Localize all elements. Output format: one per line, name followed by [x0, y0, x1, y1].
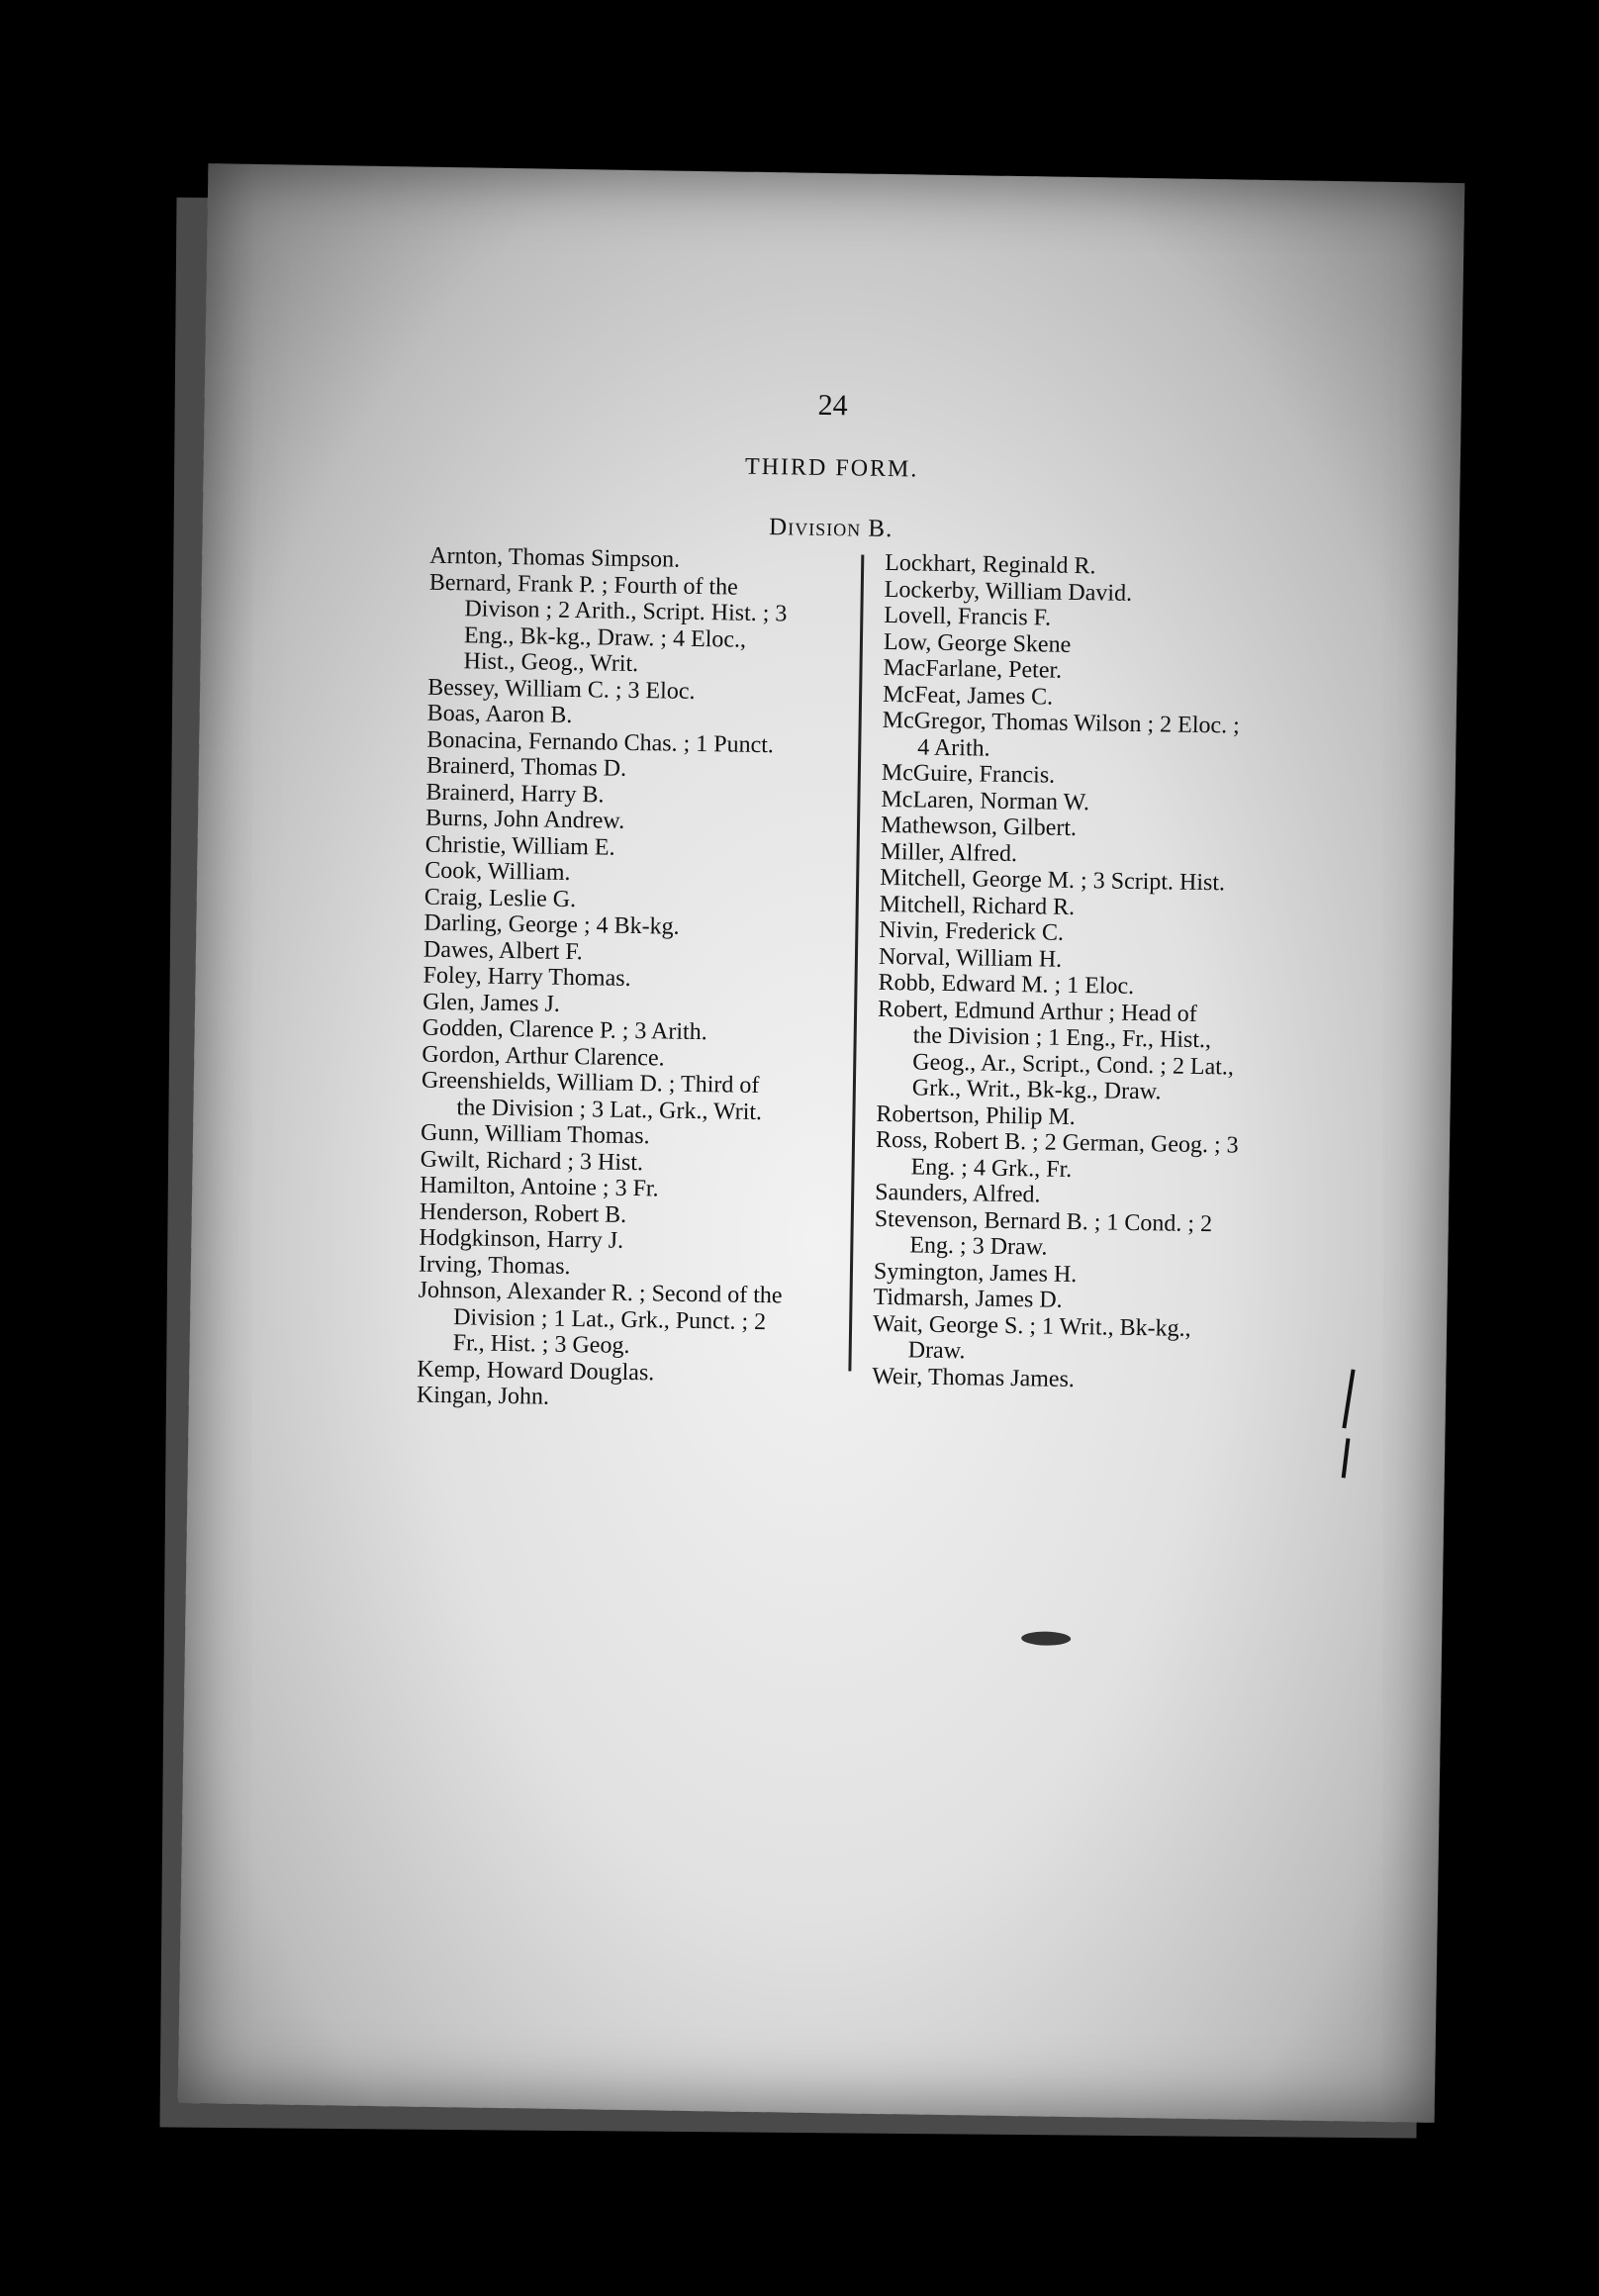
page-number: 24 — [817, 388, 848, 423]
entry-text: Gunn, William Thomas. — [420, 1119, 650, 1150]
entry-text: Bessey, William C. ; 3 Eloc. — [426, 674, 696, 705]
entry-text: Tidmarsh, James D. — [873, 1284, 1063, 1313]
entry-text: Miller, Alfred. — [880, 838, 1018, 867]
list-entry — [417, 1383, 822, 1415]
entry-text: Burns, John Andrew. — [424, 805, 625, 834]
list-entry — [418, 1278, 824, 1363]
entry-text: Robertson, Philip M. — [876, 1100, 1077, 1130]
entry-text: Robb, Edward M. ; 1 Eloc. — [878, 969, 1135, 1000]
entry-text: Kingan, John. — [416, 1382, 550, 1410]
division-heading: Division B. — [768, 514, 894, 543]
list-entry — [873, 1310, 1289, 1370]
entry-text: Wait, George S. ; 1 Writ., Bk-kg., Draw. — [872, 1310, 1191, 1365]
entry-text: Mitchell, George M. ; 3 Script. Hist. — [880, 864, 1226, 897]
entry-text: Ross, Robert B. ; 2 German, Geog. ; 3 Eng. ; 4 Grk., Fr. — [875, 1126, 1239, 1183]
entry-text: McGuire, Francis. — [881, 759, 1056, 789]
entry-text: Bonacina, Fernando Chas. ; 1 Punct. — [426, 726, 775, 758]
entry-text: McGregor, Thomas Wilson ; 2 Eloc. ; 4 Arith. — [882, 707, 1241, 762]
entry-text: Symington, James H. — [873, 1258, 1078, 1288]
list-entry — [875, 1127, 1291, 1187]
entry-text: Boas, Aaron B. — [426, 700, 573, 728]
margin-mark — [1342, 1438, 1351, 1478]
entry-text: Lovell, Francis F. — [884, 602, 1052, 631]
entry-text: Low, George Skene — [883, 628, 1072, 658]
entry-text: Lockerby, William David. — [884, 576, 1133, 607]
list-entry — [874, 1205, 1290, 1265]
entry-text: Mathewson, Gilbert. — [880, 812, 1078, 842]
entry-text: Bernard, Frank P. ; Fourth of the Divison ; 2 Arith., Script. Hist. ; 3 Eng., Bk-kg., Draw. ; 4 Eloc., Hist., Geog., Writ. — [428, 569, 788, 678]
entry-text: Stevenson, Bernard B. ; 1 Cond. ; 2 Eng. ; 3 Draw. — [874, 1205, 1213, 1261]
entry-text: Kemp, Howard Douglas. — [417, 1356, 655, 1386]
entry-text: Greenshields, William D. ; Third of the Division ; 3 Lat., Grk., Writ. — [421, 1067, 763, 1125]
ink-blot — [1021, 1631, 1071, 1646]
entry-text: McFeat, James C. — [882, 681, 1054, 711]
entry-text: Brainerd, Thomas D. — [425, 752, 627, 782]
entry-text: Lockhart, Reginald R. — [885, 549, 1096, 580]
entry-text: Gordon, Arthur Clarence. — [422, 1041, 665, 1071]
entry-text: Robert, Edmund Arthur ; Head of the Division ; 1 Eng., Fr., Hist., Geog., Ar., Script., Cond. ; 2 Lat., Grk., Writ., Bk-kg., Draw. — [877, 996, 1235, 1105]
entry-text: Christie, William E. — [424, 831, 615, 861]
entry-text: McLaren, Norman W. — [881, 786, 1090, 815]
right-column — [872, 550, 1300, 1395]
entry-text: Craig, Leslie G. — [423, 884, 577, 912]
list-entry — [882, 708, 1298, 767]
entry-text: Cook, William. — [424, 857, 571, 886]
entry-text: Foley, Harry Thomas. — [423, 962, 631, 992]
list-entry — [877, 996, 1294, 1107]
entry-text: Norval, William H. — [878, 943, 1063, 973]
entry-text: Saunders, Alfred. — [875, 1179, 1041, 1208]
entry-text: Arnton, Thomas Simpson. — [429, 542, 681, 573]
entry-text: Irving, Thomas. — [418, 1251, 571, 1280]
entry-text: Johnson, Alexander R. ; Second of the Division ; 1 Lat., Grk., Punct. ; 2 Fr., Hist. ; 3 Geog. — [418, 1277, 783, 1359]
margin-mark — [1342, 1369, 1355, 1428]
entry-text: Godden, Clarence P. ; 3 Arith. — [422, 1014, 707, 1046]
entry-text: Brainerd, Harry B. — [425, 779, 605, 809]
list-entry — [872, 1363, 1287, 1395]
entry-text: Gwilt, Richard ; 3 Hist. — [420, 1146, 644, 1176]
entry-text: Nivin, Frederick C. — [879, 916, 1065, 946]
entry-text: MacFarlane, Peter. — [883, 654, 1063, 684]
left-column — [417, 543, 836, 1415]
entry-text: Dawes, Albert F. — [423, 936, 583, 965]
entry-text: Hodgkinson, Harry J. — [419, 1224, 624, 1254]
entry-text: Weir, Thomas James. — [872, 1363, 1076, 1392]
entry-text: Henderson, Robert B. — [419, 1198, 627, 1228]
entry-text: Glen, James J. — [422, 989, 561, 1017]
document-page — [178, 163, 1465, 2123]
form-heading: THIRD FORM. — [744, 453, 919, 483]
entry-text: Hamilton, Antoine ; 3 Fr. — [420, 1172, 659, 1202]
list-entry — [421, 1068, 827, 1126]
column-divider — [848, 555, 864, 1372]
entry-text: Darling, George ; 4 Bk-kg. — [423, 909, 680, 940]
list-entry — [427, 569, 835, 680]
entry-text: Mitchell, Richard R. — [879, 891, 1076, 920]
